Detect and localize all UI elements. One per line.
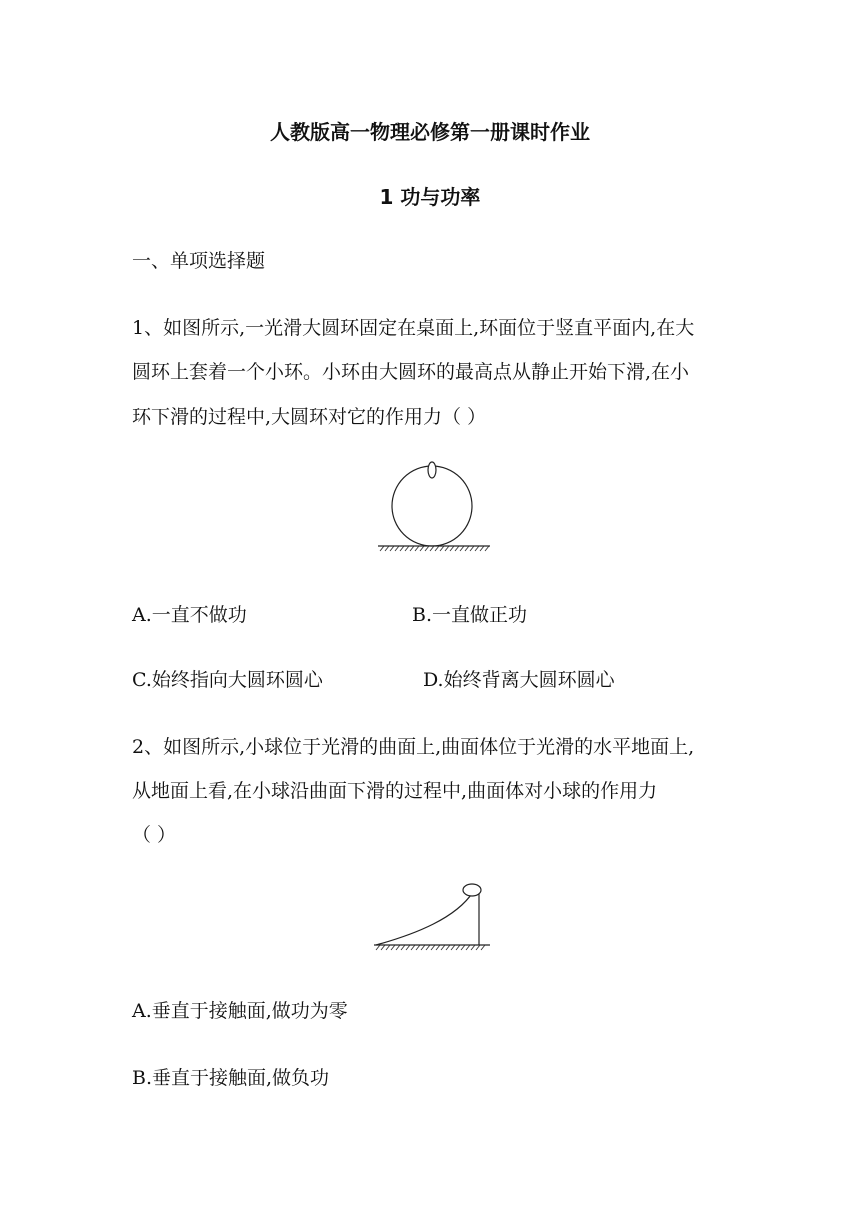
- table-hatching: [380, 546, 489, 551]
- q2-option-b: B.垂直于接触面,做负功: [132, 1067, 330, 1089]
- q2-line-3: （ ）: [132, 824, 177, 846]
- small-ring: [428, 462, 436, 478]
- q1-line-3: 环下滑的过程中,大圆环对它的作用力（ ）: [132, 406, 487, 428]
- q1-option-a: A.一直不做功: [132, 604, 247, 626]
- q1-option-c: C.始终指向大圆环圆心: [132, 669, 323, 691]
- document-title: 人教版高一物理必修第一册课时作业: [270, 120, 590, 144]
- q2-line-2: 从地面上看,在小球沿曲面下滑的过程中,曲面体对小球的作用力: [132, 780, 658, 802]
- ring-on-table-figure: [370, 460, 500, 554]
- q1-option-b: B.一直做正功: [412, 604, 528, 626]
- curved-block: [376, 892, 479, 945]
- q1-line-2: 圆环上套着一个小环。小环由大圆环的最高点从静止开始下滑,在小: [132, 361, 690, 383]
- ground-hatching: [376, 945, 485, 950]
- small-ball: [463, 884, 481, 896]
- q1-option-d: D.始终背离大圆环圆心: [423, 669, 615, 691]
- section-heading: 一、单项选择题: [132, 250, 266, 272]
- ball-on-curved-block-figure: [366, 876, 496, 956]
- q2-line-1: 2、如图所示,小球位于光滑的曲面上,曲面体位于光滑的水平地面上,: [132, 736, 695, 758]
- q2-option-a: A.垂直于接触面,做功为零: [132, 1000, 348, 1022]
- lesson-title: 1 功与功率: [379, 185, 481, 209]
- q1-line-1: 1、如图所示,一光滑大圆环固定在桌面上,环面位于竖直平面内,在大: [132, 317, 695, 339]
